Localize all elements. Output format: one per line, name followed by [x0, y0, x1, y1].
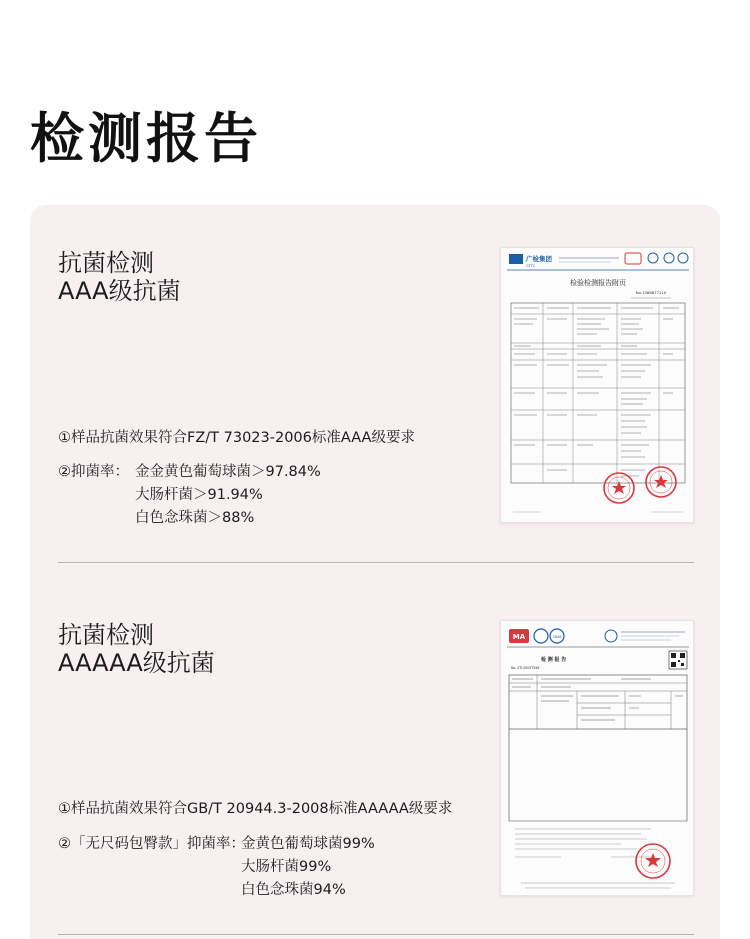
section-title-line2: AAA级抗菌 [58, 277, 181, 305]
test-report-image [500, 620, 694, 896]
gttc-logo-icon [509, 254, 523, 264]
cert-report-no: No.1586877110 [635, 290, 667, 295]
cert-report-title: 检 测 报 告 [541, 657, 567, 663]
test-report-image [500, 247, 694, 523]
section-title-line1: 抗菌检测 [58, 621, 154, 649]
section-title-line2: AAAAA级抗菌 [58, 649, 215, 677]
rate-candida: 白色念珠菌94% [241, 882, 346, 898]
section-divider [58, 562, 694, 563]
inhibition-rate-label: ②抑菌率： [58, 464, 129, 480]
standard-compliance-text: ①样品抗菌效果符合FZ/T 73023-2006标准AAA级要求 [58, 430, 415, 446]
rate-ecoli: 大肠杆菌＞91.94% [135, 487, 263, 503]
rate-candida: 白色念珠菌＞88% [135, 510, 255, 526]
inhibition-rate-label: ②「无尺码包臀款」抑菌率： [58, 836, 245, 852]
cert-ma-label: MA [512, 633, 526, 641]
cert-report-no: No. ZTL2003TS98 [511, 666, 540, 670]
rate-ecoli: 大肠杆菌99% [241, 859, 332, 875]
red-seal-icon [646, 467, 676, 497]
standard-compliance-text: ①样品抗菌效果符合GB/T 20944.3-2008标准AAAAA级要求 [58, 801, 453, 817]
section-divider [58, 934, 694, 935]
section-title-line1: 抗菌检测 [58, 249, 154, 277]
cert-brand: 广检集团 [526, 255, 552, 263]
cert-brand-en: GTTC [526, 264, 536, 268]
rate-staph: 金黄色葡萄球菌99% [241, 836, 375, 852]
cert-cnas-label: CNAS [552, 635, 562, 639]
rate-staph: 金金黄色葡萄球菌＞97.84% [135, 464, 321, 480]
qr-code-icon [669, 651, 687, 669]
red-seal-icon [604, 473, 634, 503]
red-seal-icon [636, 844, 670, 878]
page-title: 检测报告 [30, 107, 262, 170]
cert-report-title: 检验检测报告附页 [570, 279, 626, 287]
